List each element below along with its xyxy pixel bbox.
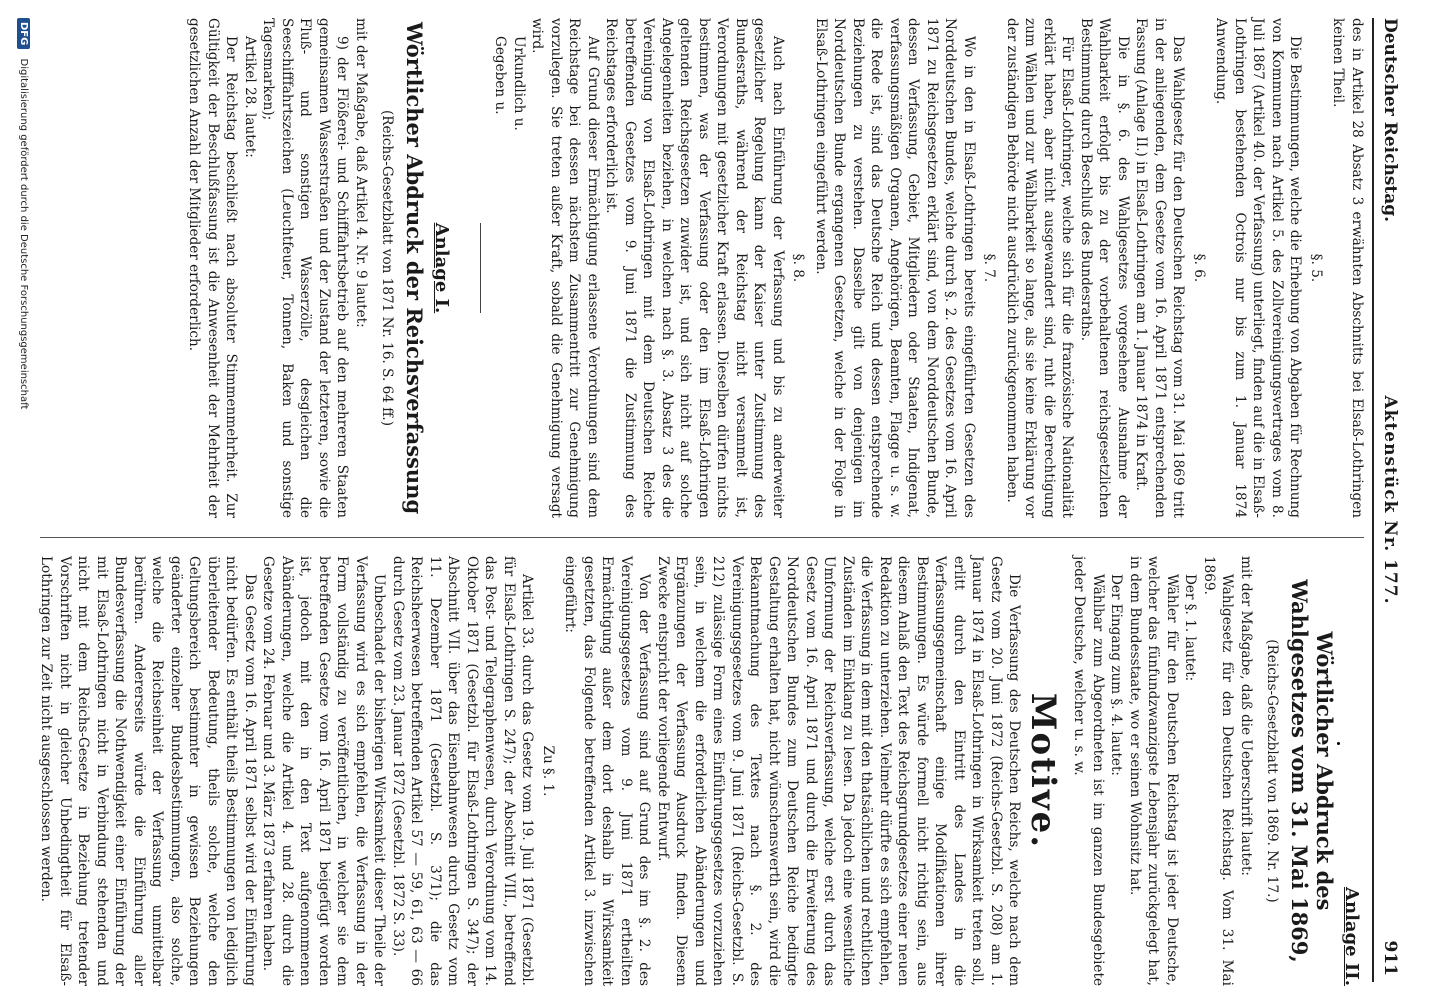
section-heading: §. 5.	[1308, 253, 1324, 283]
footer-text: Digitalisierung gefördert durch die Deutsche Forschungsgemeinschaft	[18, 58, 29, 410]
page-number: 911	[1380, 940, 1400, 976]
paragraph: Wo in den in Elsaß-Lothringen bereits eingeführten Gesetzen des Norddeutschen Bundes, welche durch §. 2. des Gesetzes vom 16. April 1871 zu Reichsgesetzen erklärt sind, von dem Norddeutschen Bunde, dessen Verfassung, Gebiet, Mitgliedern oder Staaten, Indigenat, verfassungsmäßigen Organen, Angehörigen, Beamten, Flagge u. s. w. die Rede ist, sind das Deutsche Reich und dessen entsprechende Beziehungen zu verstehen. Dasselbe gilt von denjenigen im Norddeutschen Bunde ergangenen Gesetzen, welche in der Folge in Elsaß-Lothringen eingeführt werden.	[813, 18, 977, 518]
annex-heading: Anlage II.	[1341, 887, 1362, 986]
paragraph: Die Verfassung des Deutschen Reichs, welche nach dem Gesetz vom 20. Juni 1872 (Reichs-Gesetzbl. S. 208) am 1. Januar 1874 in Elsaß-Lothringen in Wirksamkeit treten soll, erlitt durch den Eintritt des Landes in die Verfassungsgemeinschaft einige Modifikationen ihrer Bestimmungen. Es würde formell nicht richtig sein, aus diesem Anlaß den Text des Reichsgrundgesetzes einer neuen Redaktion zu unterziehen. Vielmehr dürfte es sich empfehlen, die Verfassung in dem mit den thatsächlichen und rechtlichen Zuständen im Einklang zu lesen. Da jedoch eine wesentliche Umformung der Reichsverfassung, welche erst durch das Gesetz vom 16. April 1871 und durch die Erweiterung des Norddeutschen Bundes zum Deutschen Reiche bedingte Gestaltung erhalten hat, nicht wünschenswerth sein, wird die Bekanntmachung des Textes nach §. 2. des Vereinigungsgesetzes vom 9. Juni 1871 (Reichs-Gesetzbl. S. 212) zulässige Form eines Einführungsgesetzes vorzuziehen sein, in welchem die erforderlichen Abänderungen und Ergänzungen der Verfassung Ausdruck finden. Diesem Zwecke entspricht der vorliegende Entwurf.	[655, 556, 1023, 986]
paragraph: Der Eingang zum §. 4. lautet:	[1108, 574, 1125, 776]
paragraph: Die in §. 6. des Wahlgesetzes vorgesehene Ausnahme der Wahlbarkeit erfolgt bis zu der vorbehaltenen reichsgesetzlichen Bestimmung durch Beschluß des Bundesraths.	[1078, 18, 1131, 518]
paragraph: mit der Maßgabe, daß Artikel 4. Nr. 9 lautet:	[353, 18, 369, 328]
quoted-paragraph: Der Reichstag beschließt nach absoluter Stimmenmehrheit. Zur Gültigkeit der Beschlußfassung ist die Anwesenheit der Mehrheit der gesetzlichen Anzahl der Mitglieder erforderlich.	[186, 18, 240, 518]
section-heading: §. 8.	[790, 253, 807, 283]
paragraph: Das Wahlgesetz für den Deutschen Reichstag vom 31. Mai 1869 tritt in der anliegenden, dem Gesetze vom 16. April 1871 entsprechenden Fassung (Anlage II.) in Elsaß-Lothringen am 1. Januar 1874 in Kraft.	[1133, 18, 1187, 518]
separator-rule	[480, 223, 481, 313]
column-divider	[40, 537, 1364, 538]
quoted-paragraph: Wähler für den Deutschen Reichstag ist jeder Deutsche, welcher das fünfundzwanzigste Lebensjahr zurückgelegt hat, in dem Bundesstaate, wo er seinen Wohnsitz hat.	[1127, 556, 1180, 986]
paragraph: Auf Grund dieser Ermächtigung erlassene Verordnungen sind dem Reichstage bei dessen nächstem Zusammentritt zur Genehmigung vorzulegen. Sie treten außer Kraft, sobald die Genehmigung versagt wird.	[529, 18, 601, 518]
paragraph: des in Artikel 28 Absatz 3 erwähnten Abschnitts bei Elsaß-Lothringen keinen Theil.	[1330, 18, 1365, 518]
annex-reference: (Reichs-Gesetzblatt von 1869. Nr. 17.)	[1264, 639, 1281, 903]
quoted-paragraph: Wahlgesetz für den Deutschen Reichstag. Vom 31. Mai 1869.	[1201, 556, 1236, 986]
paragraph: Artikel 33. durch das Gesetz vom 19. Juli 1871 (Gesetzbl. für Elsaß-Lothringen S. 247); der Abschnitt VIII., betreffend das Post- und Telegraphenwesen, durch Verordnung vom 14. Oktober 1871 (Gesetzbl. für Elsaß-Lothringen S. 347); der Abschnitt VII. über das Eisenbahnwesen durch Gesetz vom 11. Dezember 1871 (Gesetzbl. S. 371); die das Reichsheerwesen betreffenden Artikel 57 — 59, 61, 63 — 66 durch Gesetz vom 23. Januar 1872 (Gesetzbl. 1872 S. 33).	[390, 556, 536, 986]
section-heading: §. 7.	[981, 253, 998, 283]
paragraph: Für Elsaß-Lothringer, welche sich für die französische Nationalität erklärt haben, aber nicht ausgewandert sind, ruht die Berechtigung zum Wählen und zur Wählbarkeit so lange, als sie keine Erklärung vor der zuständigen Behörde nicht ausdrücklich zurückgenommen haben.	[1004, 18, 1076, 518]
paragraph: Unbeschadet der bisherigen Wirksamkeit dieser Theile der Verfassung wird es sich empfehlen, die Verfassung in der Form vollständig zu veröffentlichen, in welcher sie dem betreffenden Gesetze vom 16. April 1871 beigefügt worden ist, jedoch mit den in den Text aufgenommenen Abänderungen, welche die Artikel 4. und 28. durch die Gesetze vom 24. Februar und 3. März 1873 erfahren haben.	[260, 556, 388, 986]
publication-title: Deutscher Reichstag.	[1380, 18, 1400, 223]
section-heading: §. 6.	[1191, 253, 1207, 283]
paragraph: Von der Verfassung sind auf Grund des im §. 2. des Vereinigungsgesetzes vom 9. Juni 1871 ertheilten Ermächtigung außer dem dort deshalb in Wirksamkeit gesetzten, das Folgende betreffenden Artikel 3. inzwischen eingeführt:	[562, 556, 653, 986]
annex-reference: (Reichs-Gesetzblatt von 1871 Nr. 16. S. 64 ff.)	[379, 109, 396, 427]
document-number: Aktenstück Nr. 177.	[1380, 395, 1400, 605]
section-heading: Zu §. 1.	[540, 745, 556, 797]
paragraph: Die Bestimmungen, welche die Erhebung von Abgaben für Rechnung von Kommunen nach Artikel 5. des Zollvereinigungsvertrages vom 8. Juli 1867 (Artikel 40. der Verfassung) unterliegt, finden auf die in Elsaß-Lothringen bestehenden Octrois nur bis zum 1. Januar 1874 Anwendung.	[1213, 18, 1304, 518]
closing-line: Gegeben u.	[492, 36, 509, 115]
closing-line: Urkundlich u.	[511, 36, 527, 131]
paragraph: Auch nach Einführung der Verfassung und bis zu anderweiter gesetzlicher Regelung kann der Kaiser unter Zustimmung des Bundesraths, während der Reichstag nicht versammelt ist, Verordnungen mit gesetzlicher Kraft erlassen. Dieselben dürfen nichts bestimmen, was der Verfassung oder den im Elsaß-Lothringen geltenden Reichsgesetzen zuwider ist, und sich nicht auf solche Angelegenheiten beziehen, in welchen nach §. 3. Absatz 3 des die Vereinigung von Elsaß-Lothringen mit dem Deutschen Reiche betreffenden Gesetzes vom 9. Juni 1871 die Zustimmung des Reichstages erforderlich ist.	[603, 18, 786, 518]
motive-heading: Motive.	[1023, 692, 1063, 850]
quoted-paragraph: 9) der Flößerei- und Schifffahrtsbetrieb auf den mehreren Staaten gemeinsamen Wasserstraßen und der Zustand der letzteren, sowie die Fluß- und sonstigen Wasserzölle, desgleichen die Seeschifffahrtszeichen (Leuchtfeuer, Tonnen, Baken und sonstige Tagesmarken);	[260, 18, 351, 518]
paragraph: Der §. 1. lautet:	[1182, 574, 1199, 682]
digitization-footer	[10, 18, 30, 982]
quoted-paragraph: Wählbar zum Abgeordneten ist im ganzen Bundesgebiete jeder Deutsche, welcher u. s. w.	[1071, 556, 1106, 986]
page-header	[1372, 18, 1414, 982]
dfg-logo: DFG	[17, 18, 30, 49]
annex-title: Wörtlicher Abdruck der Reichsverfassung	[402, 21, 428, 515]
paragraph: mit der Maßgabe, daß die Ueberschrift lautet:	[1238, 556, 1254, 877]
paragraph: Das Gesetz vom 16. April 1871 selbst wird der Einführung nicht bedürfen. Es enthält theils Bestimmungen von lediglich überleitender Bedeutung, theils solche, welche den Geltungsbereich bestimmter in gewissen Beziehungen geänderter einzelner Bundesbestimmungen, also solche, welche die Reichseinheit der Verfassung unmittelbar berühren. Andererseits würde die Einführung aller Bundesverfassung die Nothwendigkeit einer Einführung der mit Elsaß-Lothringen nicht in Verbindung stehenden und nicht mit dem Reichs-Gesetze in Beziehung tretender Vorschriften nicht in gleicher Unbedingtheit für Elsaß-Lothringen zur Zeit nicht ausgeschlossen werden.	[38, 556, 258, 986]
right-column	[37, 556, 1366, 986]
annex-title: Wörtlicher Abdruck des Wahlgesetzes vom 31. Mai 1869,	[1287, 579, 1338, 963]
left-column	[185, 18, 1366, 518]
paragraph: Artikel 28. lautet:	[242, 36, 258, 158]
annex-heading: Anlage I.	[431, 222, 452, 314]
